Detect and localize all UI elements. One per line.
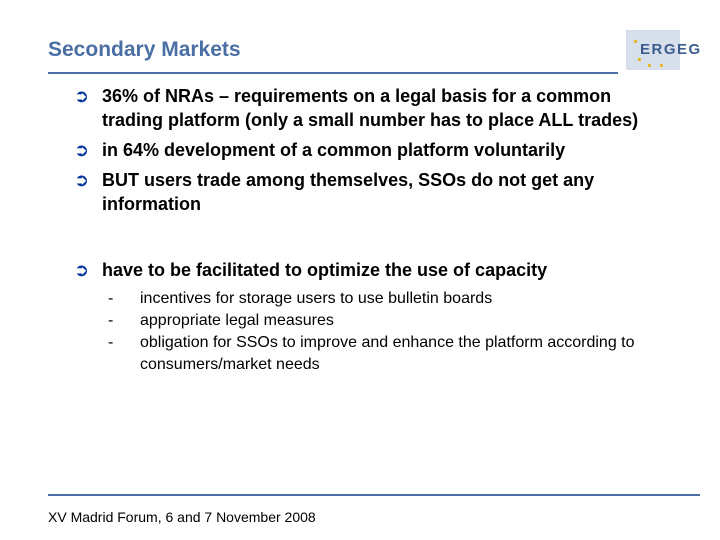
bullet-text: 36% of NRAs – requirements on a legal basis for a common trading platform (only a small number has to place ALL trades) <box>102 86 639 130</box>
footer-divider <box>48 494 700 496</box>
arrow-bullet-icon: ➲ <box>74 86 90 106</box>
arrow-bullet-icon: ➲ <box>74 170 90 190</box>
bullet-item <box>74 258 674 282</box>
sub-list <box>74 288 674 376</box>
bullet-text: BUT users trade among themselves, SSOs do not get any information <box>102 170 595 214</box>
bullet-list <box>74 84 674 376</box>
arrow-bullet-icon: ➲ <box>74 140 90 160</box>
bullet-text: in 64% development of a common platform voluntarily <box>102 140 566 160</box>
logo-text: ERGEG <box>640 41 702 58</box>
title-divider <box>48 72 618 74</box>
sub-item: - appropriate legal measures <box>108 312 334 329</box>
footer-text: XV Madrid Forum, 6 and 7 November 2008 <box>48 509 316 525</box>
sub-item: - incentives for storage users to use bulletin boards <box>108 290 493 307</box>
sub-item: - obligation for SSOs to improve and enhance the platform according to consumers/market needs <box>108 334 635 373</box>
bullet-item <box>74 138 674 162</box>
bullet-item <box>74 168 674 216</box>
page-title: Secondary Markets <box>48 38 241 61</box>
arrow-bullet-icon: ➲ <box>74 260 90 280</box>
bullet-item <box>74 84 674 132</box>
bullet-text: have to be facilitated to optimize the use of capacity <box>102 260 548 280</box>
